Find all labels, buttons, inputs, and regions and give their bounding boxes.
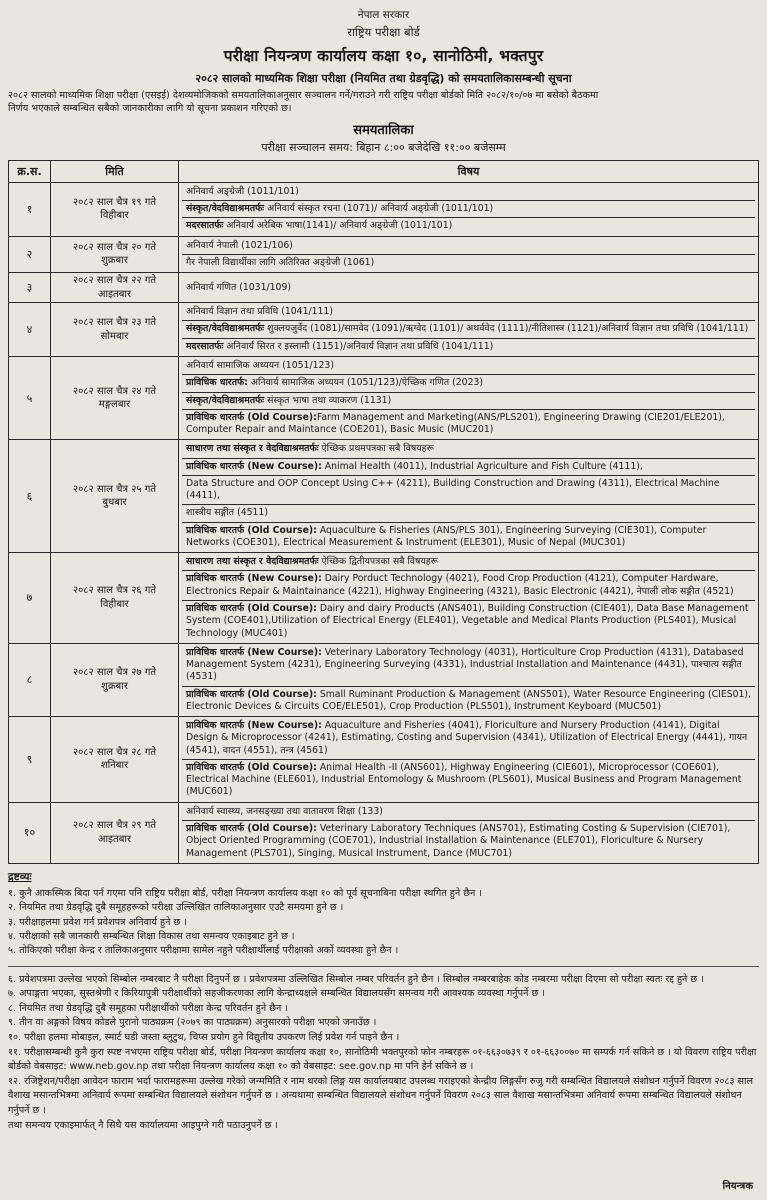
subject-list-text: अनिवार्य विज्ञान तथा प्रविधि (1041/111) [186, 306, 333, 318]
cell-serial-number: ३ [9, 273, 51, 303]
notes-section-2 [8, 973, 759, 1133]
subject-line [182, 280, 755, 296]
subject-list-text: अनिवार्य सामाजिक अध्ययन (1051/123)/ऐच्छिक गणित (2023) [247, 377, 484, 389]
cell-subjects [179, 643, 759, 716]
cell-subjects [179, 440, 759, 553]
note-item-secondary: १२. रजिष्ट्रेशन/परीक्षा आवेदन फाराम भर्दा फारामहरूमा उल्लेख गरेको जन्ममिति र नाम थरको लिङ्ग यस कार्यालयबाट उपलब्ध गराइएको केन्द्रीय लिङ्गसँग रुजु गरी सम्बन्धित विद्यालयले संशोधन गर्नुपर्ने विवरण २०८३ साल वैशाख मसान्तभित्रमा अनिवार्य रूपमा सम्बन्धित विद्यालयले संशोधन गर्नुपर्ने छ । अन्यथामा सम्बन्धित विद्यालयले संशोधन गर्नुपर्ने विवरण २०८३ साल वैशाख मसान्तभित्रमा अनिवार्य रूपमा सम्बन्धित विद्यालयले संशोधन गर्नुपर्ने छ । [8, 1075, 754, 1116]
subject-list-text: Animal Health (4011), Industrial Agriculture and Fish Culture (4111), [321, 460, 643, 472]
weekday-text: विहीबार [100, 598, 129, 610]
table-row [9, 357, 759, 440]
weekday-text: मङ्गलबार [98, 399, 131, 411]
subject-list-text: गैर नेपाली विद्यार्थीका लागि अतिरिक्त अङ्ग्रेजी (1061) [186, 256, 375, 268]
subject-list-text: अनिवार्य सिरत र इस्लामी (1151)/अनिवार्य विज्ञान तथा प्रविधि (1041/111) [223, 340, 494, 352]
subject-group-label: प्राविधिक धारतर्फ (Old Course): [186, 602, 317, 614]
subject-group-label: साधारण तथा संस्कृत र वेदविद्याश्रमतर्फः [186, 556, 319, 568]
subject-line [182, 304, 755, 321]
note-item-secondary: ६. प्रवेशपत्रमा उल्लेख भएको सिम्बोल नम्बरबाट नै परीक्षा दिनुपर्ने छ । प्रवेशपत्रमा उल्लिखित सिम्बोल नम्बर परिवर्तन हुने छैन । सिम्बोल नम्बरबाहेक कोड नम्बरमा परीक्षा दिएमा सो परीक्षा स्वतः रद्द हुने छ । [8, 973, 704, 985]
subject-list-text: अनिवार्य अरेबिक भाषा(1141)/ अनिवार्य अङ्ग्रेजी (1011/101) [223, 220, 453, 232]
cell-subjects [179, 802, 759, 863]
weekday-text: बुधबार [102, 497, 127, 509]
subject-line [182, 601, 755, 642]
cell-serial-number: ९ [9, 717, 51, 803]
weekday-text: आइतबार [97, 288, 132, 300]
subject-list-text: संस्कृत भाषा तथा व्याकरण (1131) [264, 394, 392, 406]
schedule-title: समयतालिका [353, 122, 414, 138]
table-row [9, 553, 759, 644]
cell-subjects [179, 236, 759, 273]
note-item: १. कुनै आकस्मिक बिदा पर्न गएमा पनि राष्ट्रिय परीक्षा बोर्ड, परीक्षा नियन्त्रण कार्यालय कक्षा १० को पूर्व सूचनाबिना परीक्षा स्थगित हुने छैन । [8, 887, 483, 899]
subject-line [182, 571, 755, 601]
table-row [9, 440, 759, 553]
subject-group-label: प्राविधिक धारतर्फ (New Course): [186, 460, 322, 472]
subject-line [182, 393, 755, 410]
subject-list-text: Dairy Porduct Technology (4021), Food Crop Production (4121), Computer Hardware, Electronics Repair & Maintainance (4221), Highway Engineering (4321), Basic Electronic (4421), नेपाली लोक सङ्गीत (4521) [186, 573, 734, 597]
date-text: २०८२ साल चैत्र २२ गते [72, 275, 157, 287]
cell-exam-date [51, 273, 179, 303]
subject-line [182, 410, 755, 439]
cell-subjects [179, 303, 759, 357]
subject-line [182, 523, 755, 552]
subject-line [182, 238, 755, 255]
subject-group-label: मदरसातर्फः [186, 340, 224, 352]
cell-serial-number: ७ [9, 553, 51, 644]
subject-group-label: प्राविधिक धारतर्फ (Old Course): [186, 411, 317, 423]
subject-list-text: Small Ruminant Production & Management (ANS501), Water Resource Engineering (CIES01), Electronic Devices & Circuits COE/ELE501), Crop Production (PLS501), Instrument Keyboard (MUC501) [186, 688, 752, 712]
section-divider [8, 966, 759, 967]
date-text: २०८२ साल चैत्र २३ गते [72, 317, 157, 329]
subject-list-text: Data Structure and OOP Concept Using C++ (4211), Building Construction and Drawing (4311), Electrical Machine (4411), [186, 477, 720, 502]
subject-line [182, 687, 755, 716]
weekday-text: शुक्रबार [101, 255, 128, 267]
subject-line [182, 358, 755, 375]
cell-exam-date [51, 553, 179, 644]
cell-subjects [179, 553, 759, 644]
subject-list-text: Aquaculture and Fisheries (4041), Floriculture and Nursery Production (4141), Digital Design & Microprocessor (4241), Estimating, Costing and Supervision (4341), Utilization of Electrical Energy (4441), गायन (4541), वादन (4551), तन्त्र (4561) [186, 720, 748, 756]
subject-list-text: शुक्लयजुर्वेद (1081)/सामवेद (1091)/ऋग्वेद (1101)/ अथर्ववेद (1111)/नीतिशास्त्र (1121)/अनिवार्य विज्ञान तथा प्रविधि (1041/111) [264, 323, 749, 335]
subject-list-text: ऐच्छिक द्वितीयपत्रका सबै विषयहरू [318, 556, 438, 568]
note-item: २. नियमित तथा ग्रेडवृद्धि दुबै समूहहरूको परीक्षा उल्लिखित तालिकाअनुसार एउटै समयमा हुने छ । [8, 902, 344, 914]
subject-group-label: प्राविधिक धारतर्फ (Old Course): [186, 524, 317, 536]
cell-subjects [179, 182, 759, 236]
cell-exam-date [51, 182, 179, 236]
cell-exam-date [51, 643, 179, 716]
subject-group-label: संस्कृत/वेदविद्याश्रमतर्फः [186, 203, 265, 215]
subject-list-text: Veterinary Laboratory Techniques (ANS701), Estimating Costing & Supervision (CIE701), Object Oriented Programming (COE701), Industrial Installation & Maintenance (ELE701), Floriculture & Nursery Management (PLS701), Singing, Musical Instrument, Dance (MUC701) [186, 822, 731, 859]
subject-line [182, 375, 755, 392]
weekday-text: शुक्रबार [101, 680, 128, 692]
subject-line [182, 554, 755, 571]
intro-line-1: २०८२ सालको माध्यमिक शिक्षा परीक्षा (एसइई) देशव्यमोजिकको समयतालिकाअनुसार सञ्चालन गर्ने/गराउने गरी राष्ट्रिय परीक्षा बोर्डको मिति २०८२/१०/०७ मा बसेको बैठकमा [8, 90, 599, 101]
col-header-date: मिति [51, 160, 179, 182]
subject-line [182, 218, 755, 234]
subject-line [182, 760, 755, 801]
intro-paragraph [8, 90, 759, 116]
date-text: २०८२ साल चैत्र २६ गते [72, 585, 157, 597]
weekday-text: विहीबार [100, 210, 129, 222]
subject-line [182, 184, 755, 201]
table-row [9, 802, 759, 863]
subject-line [182, 718, 755, 760]
date-text: २०८२ साल चैत्र २८ गते [72, 746, 157, 758]
note-item: ३. परीक्षाहलमा प्रवेश गर्न प्रवेशपत्र अनिवार्य हुने छ । [8, 916, 187, 928]
subject-list-text: Animal Health -II (ANS601), Highway Engineering (CIE601), Microprocessor (COE601), Electrical Machine (ELE601), Industrial Entomology & Mushroom (PLS601), Musical Business and Program Management (MUC601) [186, 761, 742, 798]
cell-exam-date [51, 802, 179, 863]
office-title: परीक्षा नियन्त्रण कार्यालय कक्षा १०, सानोठिमी, भक्तपुर [223, 47, 544, 65]
date-text: २०८२ साल चैत्र २५ गते [72, 483, 157, 495]
cell-subjects [179, 357, 759, 440]
cell-subjects [179, 273, 759, 303]
cell-exam-date [51, 440, 179, 553]
subject-line [182, 459, 755, 476]
intro-line-2: निर्णय भएकाले सम्बन्धित सबैको जानकारीका लागि यो सूचना प्रकाशन गरिएको छ। [8, 102, 292, 114]
cell-exam-date [51, 357, 179, 440]
subject-line [182, 339, 755, 355]
signature-designation: नियन्त्रक [722, 1181, 753, 1192]
weekday-text: शनिबार [100, 760, 129, 772]
subject-line [182, 476, 755, 506]
cell-exam-date [51, 303, 179, 357]
notes-section [8, 870, 759, 959]
subject-line [182, 201, 755, 218]
table-row [9, 303, 759, 357]
subject-group-label: संस्कृत/वेदविद्याश्रमतर्फः [186, 394, 265, 406]
subject-line [182, 821, 755, 862]
note-item-secondary: ११. परीक्षासम्बन्धी कुनै कुरा स्पष्ट नभएमा राष्ट्रिय परीक्षा बोर्ड, परीक्षा नियन्त्रण कार्यालय कक्षा १०, सानोठिमी भक्तपुरको फोन नम्बरहरू ०१-६६३०७३९ र ०१-६६३००७० मा सम्पर्क गर्न सकिने छ । यो विवरण राष्ट्रिय परीक्षा बोर्डको वेबसाइट: www.neb.gov.np तथा परीक्षा नियन्त्रण कार्यालय कक्षा १० को वेबसाइट: see.gov.np मा पनि हेर्न सकिने छ । [8, 1046, 757, 1073]
weekday-text: आइतबार [97, 833, 132, 845]
subject-group-label: साधारण तथा संस्कृत र वेदविद्याश्रमतर्फः [186, 443, 319, 455]
cell-serial-number: ८ [9, 643, 51, 716]
subject-list-text: ऐच्छिक प्रथमपत्रका सबै विषयहरू [318, 443, 434, 455]
cell-serial-number: ५ [9, 357, 51, 440]
weekday-text: सोमबार [100, 330, 129, 342]
cell-subjects [179, 717, 759, 803]
cell-serial-number: १० [9, 802, 51, 863]
board-name: राष्ट्रिय परीक्षा बोर्ड [347, 25, 420, 39]
subject-line [182, 505, 755, 522]
table-row [9, 643, 759, 716]
cell-serial-number: २ [9, 236, 51, 273]
government-name: नेपाल सरकार [357, 9, 410, 21]
table-row [9, 236, 759, 273]
date-text: २०८२ साल चैत्र २९ गते [72, 820, 157, 832]
subject-list-text: शास्त्रीय सङ्गीत (4511) [186, 507, 268, 519]
subject-list-text: Veterinary Laboratory Technology (4031), Horticulture Crop Production (4131), Databased Management System (4231), Engineering Surveying (4331), Industrial Installation and Maintenance (4431), पाश्चात्य सङ्गीत (4531) [186, 646, 744, 683]
bottom-spacer [8, 1133, 759, 1159]
subject-group-label: संस्कृत/वेदविद्याश्रमतर्फः [186, 323, 265, 335]
subject-group-label: प्राविधिक धारतर्फ (Old Course): [186, 688, 317, 700]
subject-group-label: मदरसातर्फः [186, 220, 224, 232]
table-row [9, 273, 759, 303]
date-text: २०८२ साल चैत्र २७ गते [72, 667, 157, 679]
col-header-sn: क्र.स. [9, 160, 51, 182]
subject-list-text: Farm Management and Marketing(ANS/PLS201), Engineering Drawing (CIE201/ELE201), Computer Repair and Maintance (COE201), Basic Music (MUC201) [186, 411, 725, 436]
note-item-secondary: ८. नियमित तथा ग्रेडवृद्धि दुबै समूहका परीक्षार्थीको परीक्षा केन्द्र परिवर्तन हुने छैन । [8, 1002, 288, 1014]
note-item-secondary: ७. अपाङ्गता भएका, सुस्तश्रेणी र किरियापुत्री परीक्षार्थीको सहजीकरणका लागि केन्द्राध्यक्षले सम्बन्धित विद्यालयसँग समन्वय गरी आवश्यक व्यवस्था गर्नुपर्ने छ । [8, 988, 545, 1000]
subject-group-label: प्राविधिक धारतर्फ (Old Course): [186, 822, 317, 834]
cell-exam-date [51, 717, 179, 803]
table-row [9, 182, 759, 236]
subject-line [182, 321, 755, 338]
note-item-secondary: तथा समन्वय एकाइमार्फत् नै सिधै यस कार्यालयमा आइपुग्ने गरी पठाउनुपर्ने छ । [8, 1119, 279, 1131]
subject-list-text: अनिवार्य सामाजिक अध्ययन (1051/123) [186, 360, 334, 371]
subject-list-text: अनिवार्य अङ्ग्रेजी (1011/101) [186, 185, 299, 197]
notice-subject: २०८२ सालको माध्यमिक शिक्षा परीक्षा (नियमित तथा ग्रेडवृद्धि) को समयतालिकासम्बन्धी सूचना [195, 72, 572, 85]
cell-serial-number: ४ [9, 303, 51, 357]
subject-group-label: प्राविधिक धारतर्फ (New Course): [186, 573, 322, 585]
subject-line [182, 804, 755, 821]
subject-list-text: अनिवार्य संस्कृत रचना (1071)/ अनिवार्य अङ्ग्रेजी (1011/101) [264, 203, 494, 215]
notes-title: द्रष्टव्यः [8, 870, 32, 883]
subject-group-label: प्राविधिक धारतर्फ (New Course): [186, 646, 322, 658]
cell-serial-number: ६ [9, 440, 51, 553]
subject-list-text: अनिवार्य स्वास्थ्य, जनसङ्ख्या तथा वातावरण शिक्षा (133) [186, 805, 383, 817]
note-item-secondary: १०. परीक्षा हलमा मोबाइल, स्मार्ट घडी जस्ता ब्लुटुथ, चिप्स प्रयोग हुने विद्युतीय उपकरण लिई प्रवेश गर्न पाइने छैन । [8, 1032, 400, 1044]
date-text: २०८२ साल चैत्र १९ गते [72, 196, 157, 208]
date-text: २०८२ साल चैत्र २० गते [72, 241, 157, 253]
cell-serial-number: १ [9, 182, 51, 236]
col-header-subject: विषय [179, 160, 759, 182]
table-row [9, 717, 759, 803]
cell-exam-date [51, 236, 179, 273]
exam-schedule-table [8, 160, 759, 864]
exam-time: परीक्षा सञ्चालन समय: बिहान ८:०० बजेदेखि ११:०० बजेसम्म [261, 140, 506, 154]
note-item: ४. परीक्षाको सबै जानकारी सम्बन्धित शिक्षा विकास तथा समन्वय एकाइबाट हुने छ । [8, 930, 295, 942]
subject-group-label: प्राविधिक धारतर्फ (Old Course): [186, 761, 317, 773]
note-item: ५. तोकिएको परीक्षा केन्द्र र तालिकाअनुसार परीक्षामा सामेल नहुने परीक्षार्थीलाई परीक्षाको अर्को व्यवस्था हुने छैन । [8, 945, 399, 957]
subject-group-label: प्राविधिक धारतर्फ: [186, 377, 248, 389]
subject-list-text: अनिवार्य गणित (1031/109) [186, 281, 292, 293]
subject-line [182, 441, 755, 458]
subject-list-text: Aquaculture & Fisheries (ANS/PLS 301), Engineering Surveying (CIE301), Computer Networks (COE301), Electrical Measurement & Instrument (ELE301), Music of Nepal (MUC301) [186, 524, 707, 548]
document-header [8, 8, 759, 86]
subject-group-label: प्राविधिक धारतर्फ (New Course): [186, 720, 322, 732]
table-header-row [9, 160, 759, 182]
note-item-secondary: ९. तीन वा अङ्गको विषय कोडले पुरानो पाठ्यक्रम (२०७९ का पाठ्यक्रम) अनुसारको परीक्षा भएको जनाउँछ । [8, 1017, 377, 1029]
date-text: २०८२ साल चैत्र २४ गते [72, 385, 157, 397]
subject-list-text: Dairy and dairy Products (ANS401), Building Construction (CIE401), Data Base Management System (COE401),Utilization of Electrical Energy (ELE401), Vegetable and Medical Plants Production (PLS401), Musical Technology (MUC401) [186, 602, 749, 639]
subject-line [182, 645, 755, 687]
subject-list-text: अनिवार्य नेपाली (1021/106) [186, 239, 293, 251]
subject-line [182, 255, 755, 271]
